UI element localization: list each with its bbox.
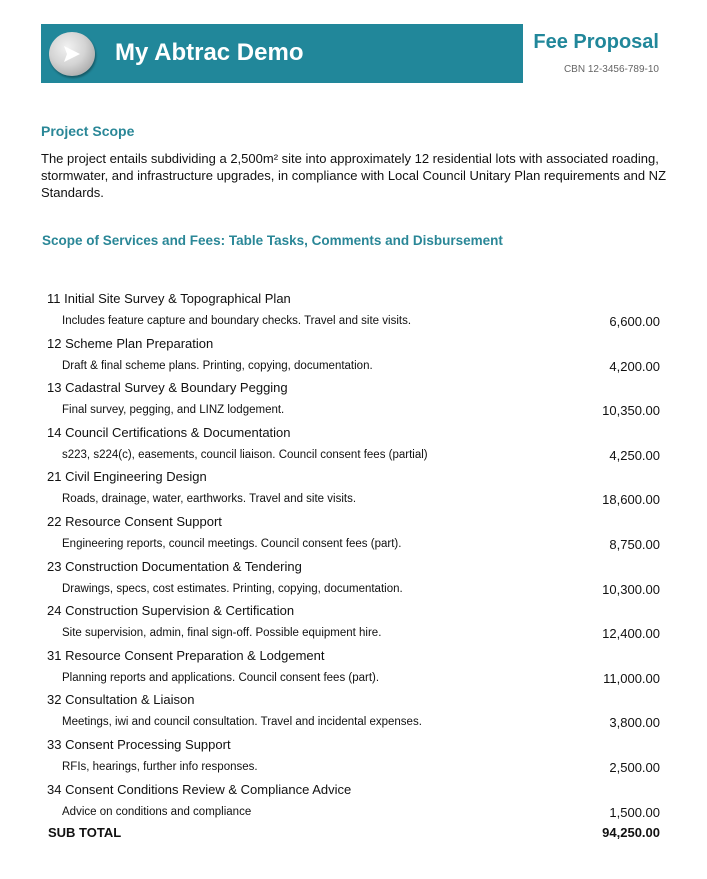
task-row — [40, 689, 660, 734]
task-title: 33 Consent Processing Support — [47, 736, 231, 752]
task-row — [40, 422, 660, 467]
task-title: 21 Civil Engineering Design — [47, 469, 207, 485]
task-title: 34 Consent Conditions Review & Compliance Advice — [47, 781, 352, 797]
task-amount: 4,250.00 — [609, 447, 660, 463]
task-description: Final survey, pegging, and LINZ lodgement. — [62, 404, 285, 417]
task-description: Planning reports and applications. Council consent fees (part). — [62, 671, 380, 684]
task-description: RFIs, hearings, further info responses. — [62, 760, 258, 773]
task-row — [40, 333, 660, 378]
task-amount: 12,400.00 — [602, 626, 660, 642]
task-description: Includes feature capture and boundary checks. Travel and site visits. — [62, 315, 412, 327]
task-description: Meetings, iwi and council consultation. Travel and incidental expenses. — [62, 716, 422, 729]
task-amount: 2,500.00 — [609, 759, 660, 775]
task-amount: 10,350.00 — [602, 403, 660, 419]
task-row — [40, 556, 660, 601]
task-row — [40, 377, 660, 422]
task-title: 14 Council Certifications & Documentation — [47, 424, 291, 440]
header-banner — [41, 24, 523, 83]
task-description: s223, s224(c), easements, council liaison. Council consent fees (partial) — [62, 448, 428, 461]
task-row — [40, 288, 660, 333]
task-description: Engineering reports, council meetings. Council consent fees (part). — [62, 537, 402, 550]
task-amount: 11,000.00 — [603, 670, 660, 686]
task-description: Drawings, specs, cost estimates. Printing, copying, documentation. — [62, 582, 403, 595]
project-scope-heading: Project Scope — [41, 123, 135, 139]
task-title: 24 Construction Supervision & Certification — [47, 603, 295, 619]
task-title: 31 Resource Consent Preparation & Lodgement — [47, 647, 325, 663]
subtotal-row — [40, 825, 660, 843]
task-row — [40, 600, 660, 645]
task-title: 32 Consultation & Liaison — [47, 692, 195, 708]
task-amount: 8,750.00 — [609, 536, 660, 552]
task-title: 11 Initial Site Survey & Topographical Plan — [47, 291, 291, 306]
task-amount: 10,300.00 — [602, 581, 660, 597]
task-table — [40, 288, 660, 823]
task-amount: 3,800.00 — [609, 715, 660, 731]
app-title: My Abtrac Demo — [115, 39, 304, 66]
task-description: Roads, drainage, water, earthworks. Travel and site visits. — [62, 493, 357, 506]
task-title: 22 Resource Consent Support — [47, 513, 222, 529]
task-row — [40, 466, 660, 511]
task-row — [40, 779, 660, 824]
subtotal-label: SUB TOTAL — [48, 825, 122, 840]
subtotal-amount: 94,250.00 — [602, 825, 660, 840]
task-description: Advice on conditions and compliance — [62, 805, 252, 818]
task-title: 12 Scheme Plan Preparation — [47, 335, 214, 351]
services-heading: Scope of Services and Fees: Table Tasks, Comments and Disbursement — [42, 233, 503, 248]
document-type-title: Fee Proposal — [533, 31, 659, 53]
logo — [49, 32, 95, 76]
task-title: 23 Construction Documentation & Tendering — [47, 558, 302, 574]
play-arrow-icon — [61, 43, 83, 65]
task-amount: 18,600.00 — [602, 492, 660, 508]
task-row — [40, 734, 660, 779]
task-row — [40, 511, 660, 556]
task-amount: 1,500.00 — [609, 804, 660, 820]
task-description: Site supervision, admin, final sign-off. Possible equipment hire. — [62, 627, 382, 640]
task-title: 13 Cadastral Survey & Boundary Pegging — [47, 380, 288, 396]
task-amount: 4,200.00 — [609, 358, 660, 374]
task-amount: 6,600.00 — [609, 314, 660, 329]
project-scope-text: The project entails subdividing a 2,500m² site into approximately 12 residential lots with associated roading, stormwater, and infrastructure upgrades, in compliance with Local Council Unitary Plan requirements and NZ Standards. — [41, 151, 667, 200]
task-row — [40, 645, 660, 690]
company-business-number: CBN 12-3456-789-10 — [563, 64, 659, 75]
task-description: Draft & final scheme plans. Printing, copying, documentation. — [62, 359, 373, 372]
